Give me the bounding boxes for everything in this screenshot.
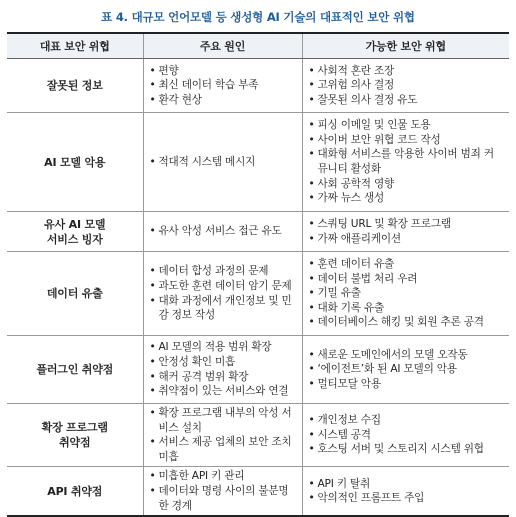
cause-item: • 적대적 시스템 메시지 (150, 155, 296, 170)
threat-item: • 대화 기록 유출 (309, 301, 504, 316)
table-row (7, 113, 509, 212)
category-line: 데이터 유출 (46, 287, 103, 300)
category-line: 잘못된 정보 (46, 79, 103, 92)
causes-cell (143, 212, 302, 252)
threats-cell (302, 212, 509, 252)
category-line: API 취약점 (47, 484, 103, 498)
causes-cell (143, 467, 302, 516)
category-cell (7, 252, 143, 336)
table-row (7, 59, 509, 113)
cause-item: • 미흡한 API 키 관리 (150, 469, 296, 484)
threat-item: • 데이터베이스 해킹 및 회원 추론 공격 (309, 315, 504, 330)
threat-item: • 사이버 보안 위협 코드 작성 (309, 133, 504, 148)
cause-item: • AI 모델의 적용 범위 확장 (150, 340, 296, 355)
cause-item: • 편향 (150, 64, 296, 79)
cause-item: • 환각 현상 (150, 93, 296, 108)
threat-item: • 멀티모달 악용 (309, 377, 504, 392)
threat-item: • 기밀 유출 (309, 286, 504, 301)
threat-item: • 개인정보 수집 (309, 413, 504, 428)
threat-item: • 시스템 공격 (309, 428, 504, 443)
category-cell (7, 467, 143, 516)
header-row (7, 33, 509, 59)
cause-item: • 서비스 제공 업체의 보안 조치 미흡 (150, 435, 296, 464)
table-row (7, 252, 509, 336)
threat-item: • 가짜 뉴스 생성 (309, 191, 504, 206)
threat-item: • 새로운 도메인에서의 모델 오작동 (309, 348, 504, 363)
cause-item: • 데이터와 명령 사이의 불분명한 경계 (150, 484, 296, 513)
table-caption: 표 4. 대규모 언어모델 등 생성형 AI 기술의 대표적인 보안 위협 (101, 10, 415, 24)
threat-item: • 잘못된 의사 결정 유도 (309, 93, 504, 108)
threat-item: • 피싱 이메일 및 인물 도용 (309, 118, 504, 133)
category-cell (7, 336, 143, 404)
table-row (7, 212, 509, 252)
category-cell (7, 404, 143, 467)
threat-item: • 호스팅 서버 및 스토리지 시스템 위협 (309, 442, 504, 457)
cause-item: • 취약점이 있는 서비스와 연결 (150, 384, 296, 399)
category-line: 확장 프로그램 (41, 421, 108, 435)
category-cell (7, 59, 143, 113)
threat-item: • 사회적 혼란 조장 (309, 64, 504, 79)
threats-cell (302, 467, 509, 516)
table-row (7, 404, 509, 467)
cause-item: • 유사 악성 서비스 접근 유도 (150, 224, 296, 239)
threats-cell (302, 336, 509, 404)
category-line: AI 모델 악용 (44, 155, 106, 169)
threat-item: • 훈련 데이터 유출 (309, 257, 504, 272)
threats-cell (302, 404, 509, 467)
threat-item: • 사회 공학적 영향 (309, 177, 504, 192)
cause-item: • 데이터 합성 과정의 문제 (150, 264, 296, 279)
header-possible-threat: 가능한 보안 위협 (302, 33, 509, 59)
threat-item: • 가짜 애플리케이션 (309, 232, 504, 247)
threat-item: • 데이터 불법 처리 우려 (309, 272, 504, 287)
threat-item: • ‘에이전트’화 된 AI 모델의 악용 (309, 362, 504, 377)
threat-item: • 악의적인 프롬프트 주입 (309, 491, 504, 506)
category-cell (7, 212, 143, 252)
threat-item: • 대화형 서비스를 악용한 사이버 범죄 커뮤니티 활성화 (309, 147, 504, 176)
cause-item: • 최신 데이터 학습 부족 (150, 78, 296, 93)
category-line: 서비스 빙자 (46, 232, 103, 246)
threats-cell (302, 252, 509, 336)
threats-cell (302, 113, 509, 212)
table-row (7, 467, 509, 516)
causes-cell (143, 252, 302, 336)
cause-item: • 대화 과정에서 개인정보 및 민감 정보 작성 (150, 294, 296, 323)
threat-item: • 고위험 의사 결정 (309, 78, 504, 93)
security-threats-table (7, 32, 509, 517)
causes-cell (143, 113, 302, 212)
cause-item: • 안정성 확인 미흡 (150, 355, 296, 370)
category-line: 플러그인 취약점 (36, 363, 114, 376)
category-line: 취약점 (59, 436, 91, 450)
causes-cell (143, 404, 302, 467)
category-line: 유사 AI 모델 (44, 217, 106, 231)
cause-item: • 과도한 훈련 데이터 암기 문제 (150, 279, 296, 294)
threats-cell (302, 59, 509, 113)
header-threat-type: 대표 보안 위협 (7, 33, 143, 59)
table-row (7, 336, 509, 404)
table-body (7, 59, 509, 517)
threat-item: • API 키 탈취 (309, 477, 504, 492)
causes-cell (143, 59, 302, 113)
threat-item: • 스쿼팅 URL 및 확장 프로그램 (309, 217, 504, 232)
causes-cell (143, 336, 302, 404)
header-main-cause: 주요 원인 (143, 33, 302, 59)
cause-item: • 해커 공격 범위 확장 (150, 370, 296, 385)
cause-item: • 확장 프로그램 내부의 악성 서비스 설치 (150, 406, 296, 435)
category-cell (7, 113, 143, 212)
